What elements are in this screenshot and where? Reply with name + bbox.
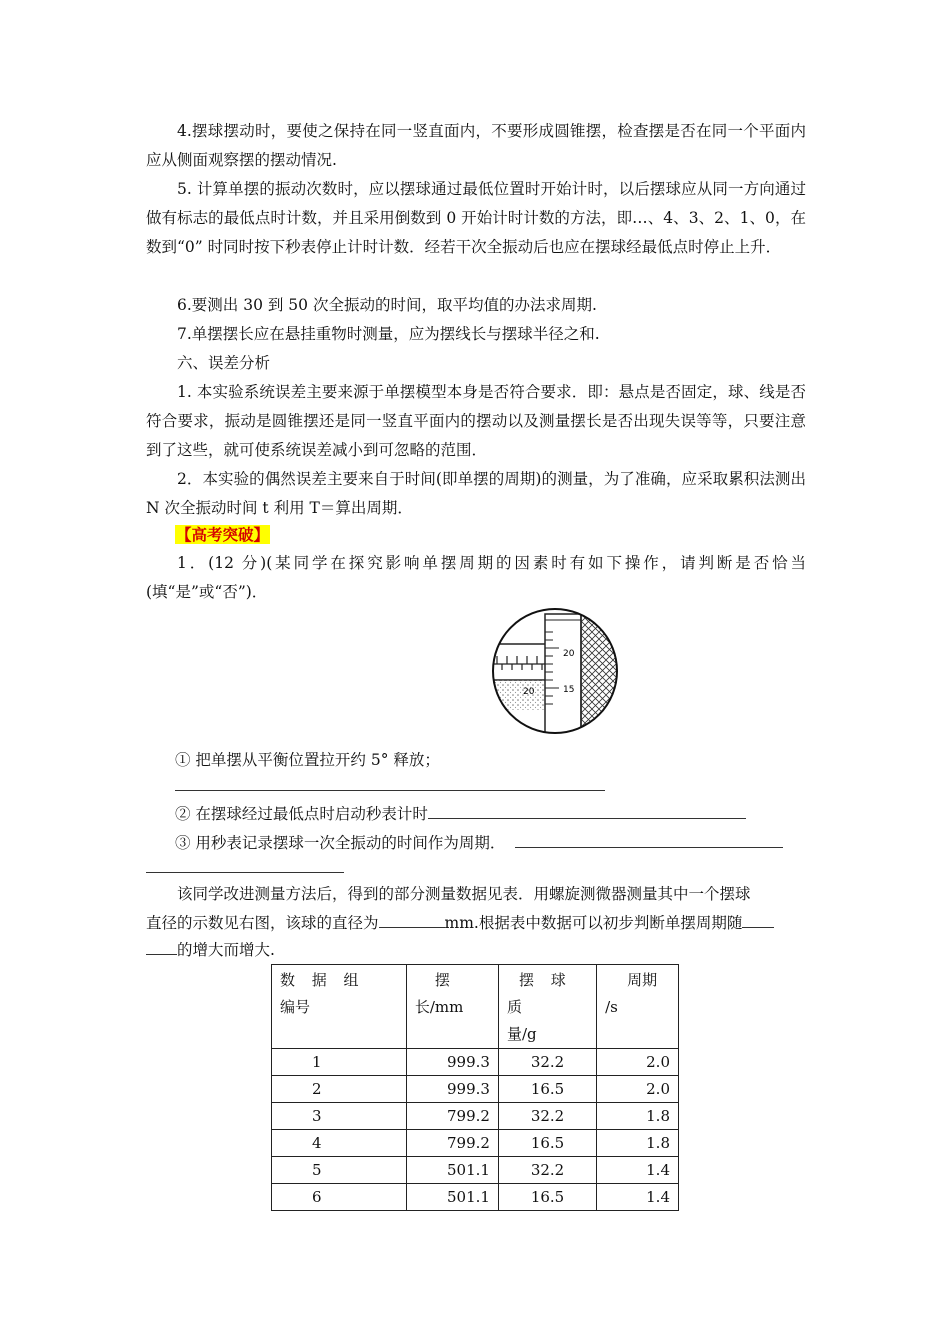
variable-blank-part1	[742, 909, 774, 928]
item-2-row	[175, 800, 746, 829]
data-table	[271, 964, 679, 1211]
cell-period: 1.8	[597, 1130, 679, 1157]
thimble-mark-20: 20	[563, 649, 575, 659]
highlight-title: 【高考突破】	[176, 525, 270, 544]
sleeve-mark-20: 20	[523, 687, 535, 697]
cell-group: 6	[272, 1184, 407, 1211]
table-row	[272, 1184, 679, 1211]
cell-period: 2.0	[597, 1049, 679, 1076]
cell-length: 501.1	[406, 1157, 498, 1184]
table-header-row	[272, 965, 679, 1049]
table-row	[272, 1049, 679, 1076]
error-paragraph-1: 1. 本实验系统误差主要来源于单摆模型本身是否符合要求．即：悬点是否固定，球、线是否符合要求，振动是圆锥摆还是同一竖直平面内的摆动以及测量摆长是否出现失误等等，只要注意到了这些，就可使系统误差减小到可忽略的范围．	[146, 383, 806, 459]
variable-blank-part2	[146, 936, 177, 955]
cell-mass: 16.5	[498, 1184, 596, 1211]
header-ball-mass: 摆 球 质 量/g	[498, 965, 596, 1049]
table-row	[272, 1103, 679, 1130]
after-line-3-row	[146, 936, 275, 965]
cell-mass: 32.2	[498, 1049, 596, 1076]
table-row	[272, 1130, 679, 1157]
cell-period: 2.0	[597, 1076, 679, 1103]
cell-length: 799.2	[406, 1103, 498, 1130]
cell-mass: 16.5	[498, 1076, 596, 1103]
header-group-number: 数 据 组 编号	[272, 965, 407, 1049]
answer-blank-2	[428, 800, 746, 819]
cell-group: 4	[272, 1130, 407, 1157]
answer-blank-1	[175, 790, 605, 791]
thimble-mark-15: 15	[563, 685, 575, 695]
header-period: 周期 /s	[597, 965, 679, 1049]
cell-length: 799.2	[406, 1130, 498, 1157]
cell-length: 999.3	[406, 1049, 498, 1076]
answer-blank-3	[515, 829, 783, 848]
after-line-3: 的增大而增大.	[177, 941, 275, 959]
paragraph-4: 4.摆球摆动时，要使之保持在同一竖直面内，不要形成圆锥摆，检查摆是否在同一个平面内应从侧面观察摆的摆动情况.	[146, 122, 806, 169]
micrometer-drawing	[487, 604, 623, 738]
cell-mass: 16.5	[498, 1130, 596, 1157]
cell-period: 1.4	[597, 1184, 679, 1211]
paragraph-5: 5. 计算单摆的振动次数时，应以摆球通过最低位置时开始计时，以后摆球应从同一方向通过做有标志的最低点时计数，并且采用倒数到 0 开始计时计数的方法，即…、4、3、2、1、0，在数到“0” 时同时按下秒表停止计时计数．经若干次全振动后也应在摆球经最低点时停止上升．	[146, 180, 806, 256]
table-row	[272, 1076, 679, 1103]
item-3-row	[175, 829, 783, 858]
cell-mass: 32.2	[498, 1103, 596, 1130]
cell-group: 2	[272, 1076, 407, 1103]
cell-period: 1.4	[597, 1157, 679, 1184]
question-1: 1．(12 分)(某同学在探究影响单摆周期的因素时有如下操作，请判断是否恰当(填“是”或“否”)．	[146, 554, 806, 601]
after-line-2	[146, 909, 774, 938]
micrometer-figure	[487, 604, 623, 738]
after-line-1: 该同学改进测量方法后，得到的部分测量数据见表．用螺旋测微器测量其中一个摆球	[177, 885, 751, 903]
table-row	[272, 1157, 679, 1184]
paragraph-6: 6.要测出 30 到 50 次全振动的时间，取平均值的办法求周期.	[177, 296, 597, 314]
cell-mass: 32.2	[498, 1157, 596, 1184]
answer-blank-3-continued	[146, 872, 344, 873]
cell-length: 999.3	[406, 1076, 498, 1103]
error-paragraph-2: 2．本实验的偶然误差主要来自于时间(即单摆的周期)的测量，为了准确，应采取累积法测出 N 次全振动时间 t 利用 T＝算出周期．	[146, 470, 806, 517]
cell-group: 1	[272, 1049, 407, 1076]
cell-group: 3	[272, 1103, 407, 1130]
after-line-2b: mm.根据表中数据可以初步判断单摆周期随	[444, 914, 743, 932]
section-title-container	[175, 520, 270, 550]
header-pendulum-length: 摆 长/mm	[406, 965, 498, 1049]
item-3: ③ 用秒表记录摆球一次全振动的时间作为周期．	[175, 834, 506, 852]
cell-length: 501.1	[406, 1184, 498, 1211]
cell-period: 1.8	[597, 1103, 679, 1130]
item-1: ① 把单摆从平衡位置拉开约 5° 释放；	[175, 751, 440, 769]
section-heading: 六、误差分析	[177, 354, 271, 372]
item-2: ② 在摆球经过最低点时启动秒表计时	[175, 805, 428, 823]
paragraph-7: 7.单摆摆长应在悬挂重物时测量，应为摆线长与摆球半径之和.	[177, 325, 600, 343]
cell-group: 5	[272, 1157, 407, 1184]
diameter-blank	[379, 909, 445, 928]
after-line-2a: 直径的示数见右图，该球的直径为	[146, 914, 379, 932]
